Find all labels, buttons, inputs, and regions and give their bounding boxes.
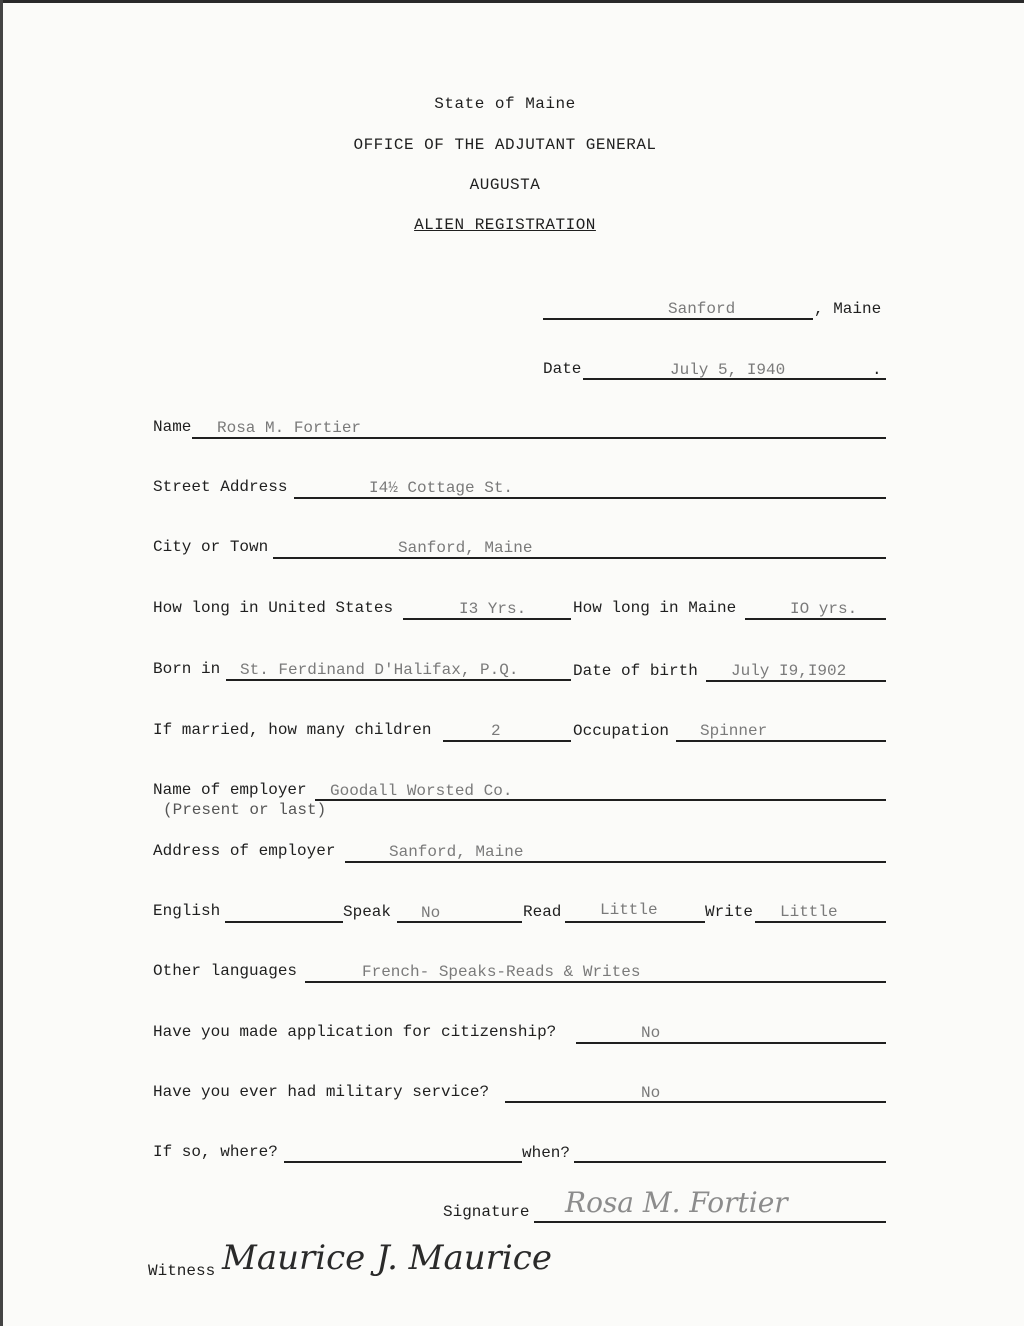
how-long-maine-label: How long in Maine [573, 599, 737, 617]
where-label: If so, where? [153, 1143, 278, 1161]
how-long-maine-line [745, 618, 886, 620]
english-line [225, 921, 343, 923]
other-languages-value: French- Speaks-Reads & Writes [362, 963, 641, 981]
dob-line [706, 680, 886, 682]
other-languages-line [305, 981, 886, 983]
born-in-value: St. Ferdinand D'Halifax, P.Q. [240, 661, 519, 679]
witness-handwriting: Maurice J. Maurice [222, 1238, 552, 1278]
employer-note: (Present or last) [163, 801, 327, 819]
place-value: Sanford [668, 300, 736, 318]
how-long-maine-value: IO yrs. [790, 600, 858, 618]
born-in-label: Born in [153, 660, 221, 678]
how-long-us-label: How long in United States [153, 599, 394, 617]
city-heading: AUGUSTA [469, 176, 541, 194]
citizenship-value: No [641, 1024, 661, 1042]
read-label: Read [523, 903, 562, 921]
city-town-line [273, 557, 886, 559]
military-line [505, 1101, 886, 1103]
employer-address-line [345, 861, 886, 863]
scan-top-edge [0, 0, 1024, 3]
name-line [192, 437, 886, 439]
read-value: Little [600, 901, 658, 919]
street-value: I4½ Cottage St. [369, 479, 514, 497]
place-line [543, 318, 813, 320]
english-label: English [153, 902, 221, 920]
date-label: Date [543, 360, 582, 378]
city-town-value: Sanford, Maine [398, 539, 533, 557]
where-line [284, 1161, 522, 1163]
name-value: Rosa M. Fortier [217, 419, 362, 437]
witness-label: Witness [148, 1262, 216, 1280]
scan-left-edge [0, 0, 3, 1326]
signature-line [534, 1221, 886, 1223]
write-line [755, 921, 886, 923]
speak-value: No [421, 904, 441, 922]
state-heading: State of Maine [434, 95, 576, 113]
how-long-us-line [403, 618, 571, 620]
born-in-line [226, 679, 571, 681]
office-heading: OFFICE OF THE ADJUTANT GENERAL [353, 136, 657, 154]
employer-label: Name of employer [153, 781, 307, 799]
how-long-us-value: I3 Yrs. [459, 600, 527, 618]
write-label: Write [705, 903, 754, 921]
write-value: Little [780, 903, 838, 921]
military-value: No [641, 1084, 661, 1102]
occupation-line [676, 740, 886, 742]
citizenship-line [576, 1042, 886, 1044]
signature-handwriting: Rosa M. Fortier [565, 1186, 788, 1219]
when-line [574, 1161, 886, 1163]
form-title-text: ALIEN REGISTRATION [414, 216, 596, 234]
read-line [565, 921, 705, 923]
occupation-value: Spinner [700, 722, 768, 740]
military-label: Have you ever had military service? [153, 1083, 490, 1101]
when-label: when? [522, 1144, 571, 1162]
name-label: Name [153, 418, 192, 436]
children-value: 2 [491, 722, 501, 740]
employer-address-label: Address of employer [153, 842, 336, 860]
street-line [294, 497, 886, 499]
children-label: If married, how many children [153, 721, 432, 739]
occupation-label: Occupation [573, 722, 670, 740]
employer-address-value: Sanford, Maine [389, 843, 524, 861]
street-label: Street Address [153, 478, 288, 496]
other-languages-label: Other languages [153, 962, 298, 980]
signature-label: Signature [443, 1203, 530, 1221]
city-town-label: City or Town [153, 538, 269, 556]
employer-value: Goodall Worsted Co. [330, 782, 513, 800]
place-suffix: , Maine [814, 300, 882, 318]
dob-value: July I9,I902 [731, 662, 847, 680]
speak-line [397, 921, 522, 923]
date-suffix: . [872, 361, 882, 379]
citizenship-label: Have you made application for citizenship? [153, 1023, 557, 1041]
form-title [0, 216, 1010, 234]
children-line [443, 740, 571, 742]
date-value: July 5, I940 [670, 361, 786, 379]
dob-label: Date of birth [573, 662, 698, 680]
speak-label: Speak [343, 903, 392, 921]
